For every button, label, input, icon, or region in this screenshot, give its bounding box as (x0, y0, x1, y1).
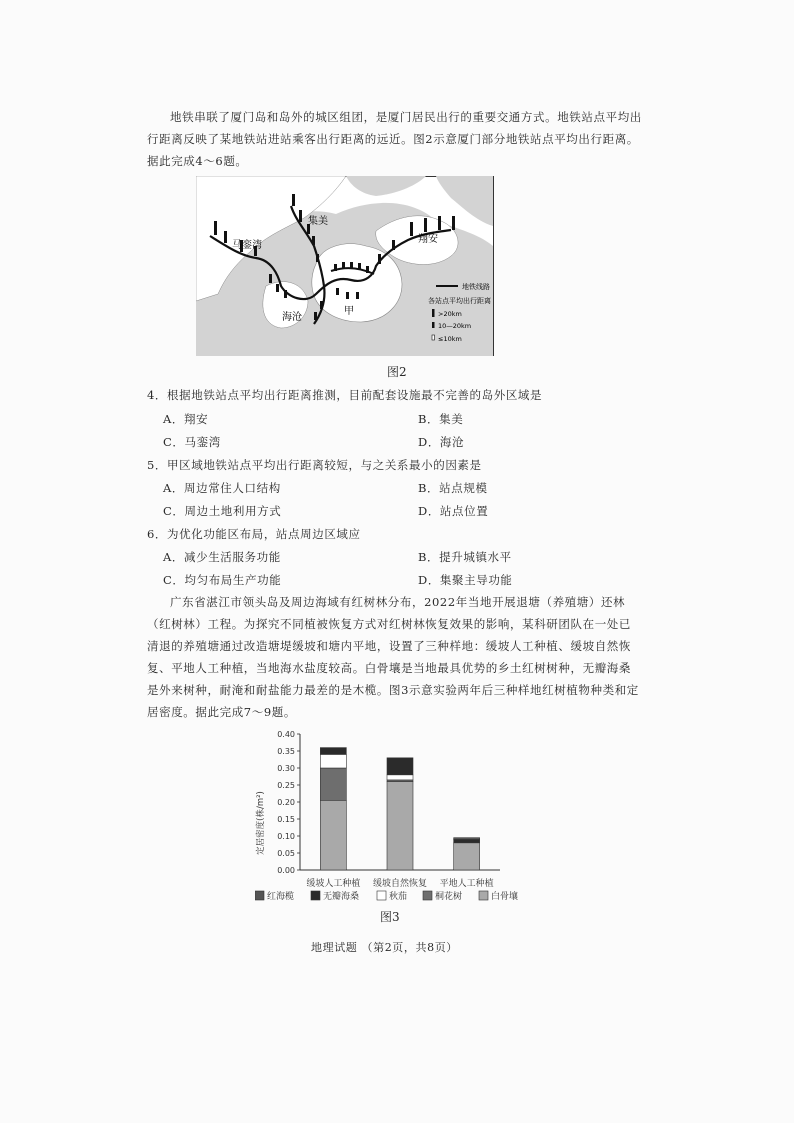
legend-swatch-桐花树 (423, 891, 432, 900)
legend-label-红海榄: 红海榄 (267, 892, 295, 902)
figure-2-map (196, 176, 494, 356)
page-footer: 地理试题 （第2页，共8页） (311, 941, 458, 954)
legend-swatch-红海榄 (255, 891, 264, 900)
legend-line-label: 地铁线路 (462, 283, 490, 291)
figure-3-chart (250, 728, 540, 908)
label-xiangan: 翔安 (418, 234, 438, 245)
legend-label-桐花树: 桐花树 (435, 892, 463, 902)
figure-2-caption: 图2 (387, 365, 407, 379)
y-tick-label: 0.15 (277, 815, 295, 824)
legend-label-无瓣海桑: 无瓣海桑 (323, 892, 360, 902)
legend-near: ≤10km (438, 335, 462, 343)
q6-option-d: D．集聚主导功能 (418, 573, 513, 587)
legend-label-秋茄: 秋茄 (389, 892, 408, 902)
label-jimei: 集美 (308, 216, 328, 227)
q5-option-a: A．周边常住人口结构 (163, 481, 281, 495)
label-haicang: 海沧 (282, 312, 302, 323)
y-tick-label: 0.35 (277, 747, 295, 756)
x-category-label: 平地人工种植 (439, 879, 494, 889)
y-tick-label: 0.25 (277, 781, 295, 790)
question-5-stem: 5．甲区域地铁站点平均出行距离较短，与之关系最小的因素是 (147, 458, 482, 472)
legend-mid: 10—20km (438, 322, 472, 330)
question-6-stem: 6．为优化功能区布局，站点周边区域应 (147, 527, 361, 541)
q5-option-c: C．周边土地利用方式 (163, 504, 282, 518)
bar-segment-白骨壤 (387, 782, 413, 870)
q6-option-b: B．提升城镇水平 (418, 550, 512, 564)
y-tick-label: 0.20 (277, 798, 295, 807)
q4-option-b: B．集美 (418, 412, 464, 426)
legend-swatch-秋茄 (377, 891, 386, 900)
bar-segment-秋茄 (387, 775, 413, 780)
label-jia: 甲 (344, 306, 354, 317)
figure-3-caption: 图3 (380, 910, 400, 924)
question-4-stem: 4．根据地铁站点平均出行距离推测，目前配套设施最不完善的岛外区域是 (147, 388, 543, 402)
xiamen-island (312, 244, 402, 322)
bar-segment-红海榄 (454, 838, 480, 840)
legend-swatch-无瓣海桑 (311, 891, 320, 900)
x-category-label: 缓坡人工种植 (306, 879, 361, 889)
bar-segment-白骨壤 (320, 800, 346, 870)
legend-far: >20km (438, 310, 462, 318)
q5-option-d: D．站点位置 (418, 504, 489, 518)
legend-bar-title: 各站点平均出行距离 (428, 297, 491, 305)
q5-option-b: B．站点规模 (418, 481, 488, 495)
bar-segment-无瓣海桑 (387, 758, 413, 775)
q6-option-a: A．减少生活服务功能 (163, 550, 281, 564)
bar-segment-桐花树 (320, 768, 346, 800)
x-category-label: 缓坡自然恢复 (372, 879, 428, 889)
intro-paragraph-mangrove: 广东省湛江市领头岛及周边海域有红树林分布，2022年当地开展退塘（养殖塘）还林（红树林）工程。为探究不同植被恢复方式对红树林恢复效果的影响，某科研团队在一处已清退的养殖塘通过改造塘堤缓坡和塘内平地，设置了三种样地：缓坡人工种植、缓坡自然恢复、平地人工种植，当地海水盐度较高。白骨壤是当地最具优势的乡土红树树种，无瓣海桑是外来树种，耐淹和耐盐能力最差的是木榄。图3示意实验两年后三种样地红树植物种类和定居密度。据此完成7～9题。 (147, 595, 639, 719)
y-tick-label: 0.30 (277, 764, 295, 773)
q6-option-c: C．均匀布局生产功能 (163, 573, 282, 587)
q4-option-d: D．海沧 (418, 435, 465, 449)
legend-label-白骨壤: 白骨壤 (491, 892, 519, 902)
chart-y-axis-label: 定居密度(株/m²) (256, 791, 266, 855)
y-tick-label: 0.00 (277, 866, 295, 875)
bar-segment-无瓣海桑 (320, 748, 346, 755)
q4-option-a: A．翔安 (163, 412, 209, 426)
legend-swatch-白骨壤 (479, 891, 488, 900)
y-tick-label: 0.40 (277, 730, 295, 739)
q4-option-c: C．马銮湾 (163, 435, 221, 449)
intro-paragraph-metro: 地铁串联了厦门岛和岛外的城区组团，是厦门居民出行的重要交通方式。地铁站点平均出行距离反映了某地铁站进站乘客出行距离的远近。图2示意厦门部分地铁站点平均出行距离。据此完成4～6题。 (147, 110, 642, 168)
y-tick-label: 0.10 (277, 832, 295, 841)
bar-segment-白骨壤 (454, 843, 480, 870)
chart-legend (255, 888, 555, 904)
bar-segment-无瓣海桑 (454, 839, 480, 842)
y-tick-label: 0.05 (277, 849, 295, 858)
label-maxiang: 马銮湾 (232, 240, 262, 251)
chart-bars (320, 748, 479, 870)
bar-segment-秋茄 (320, 754, 346, 768)
